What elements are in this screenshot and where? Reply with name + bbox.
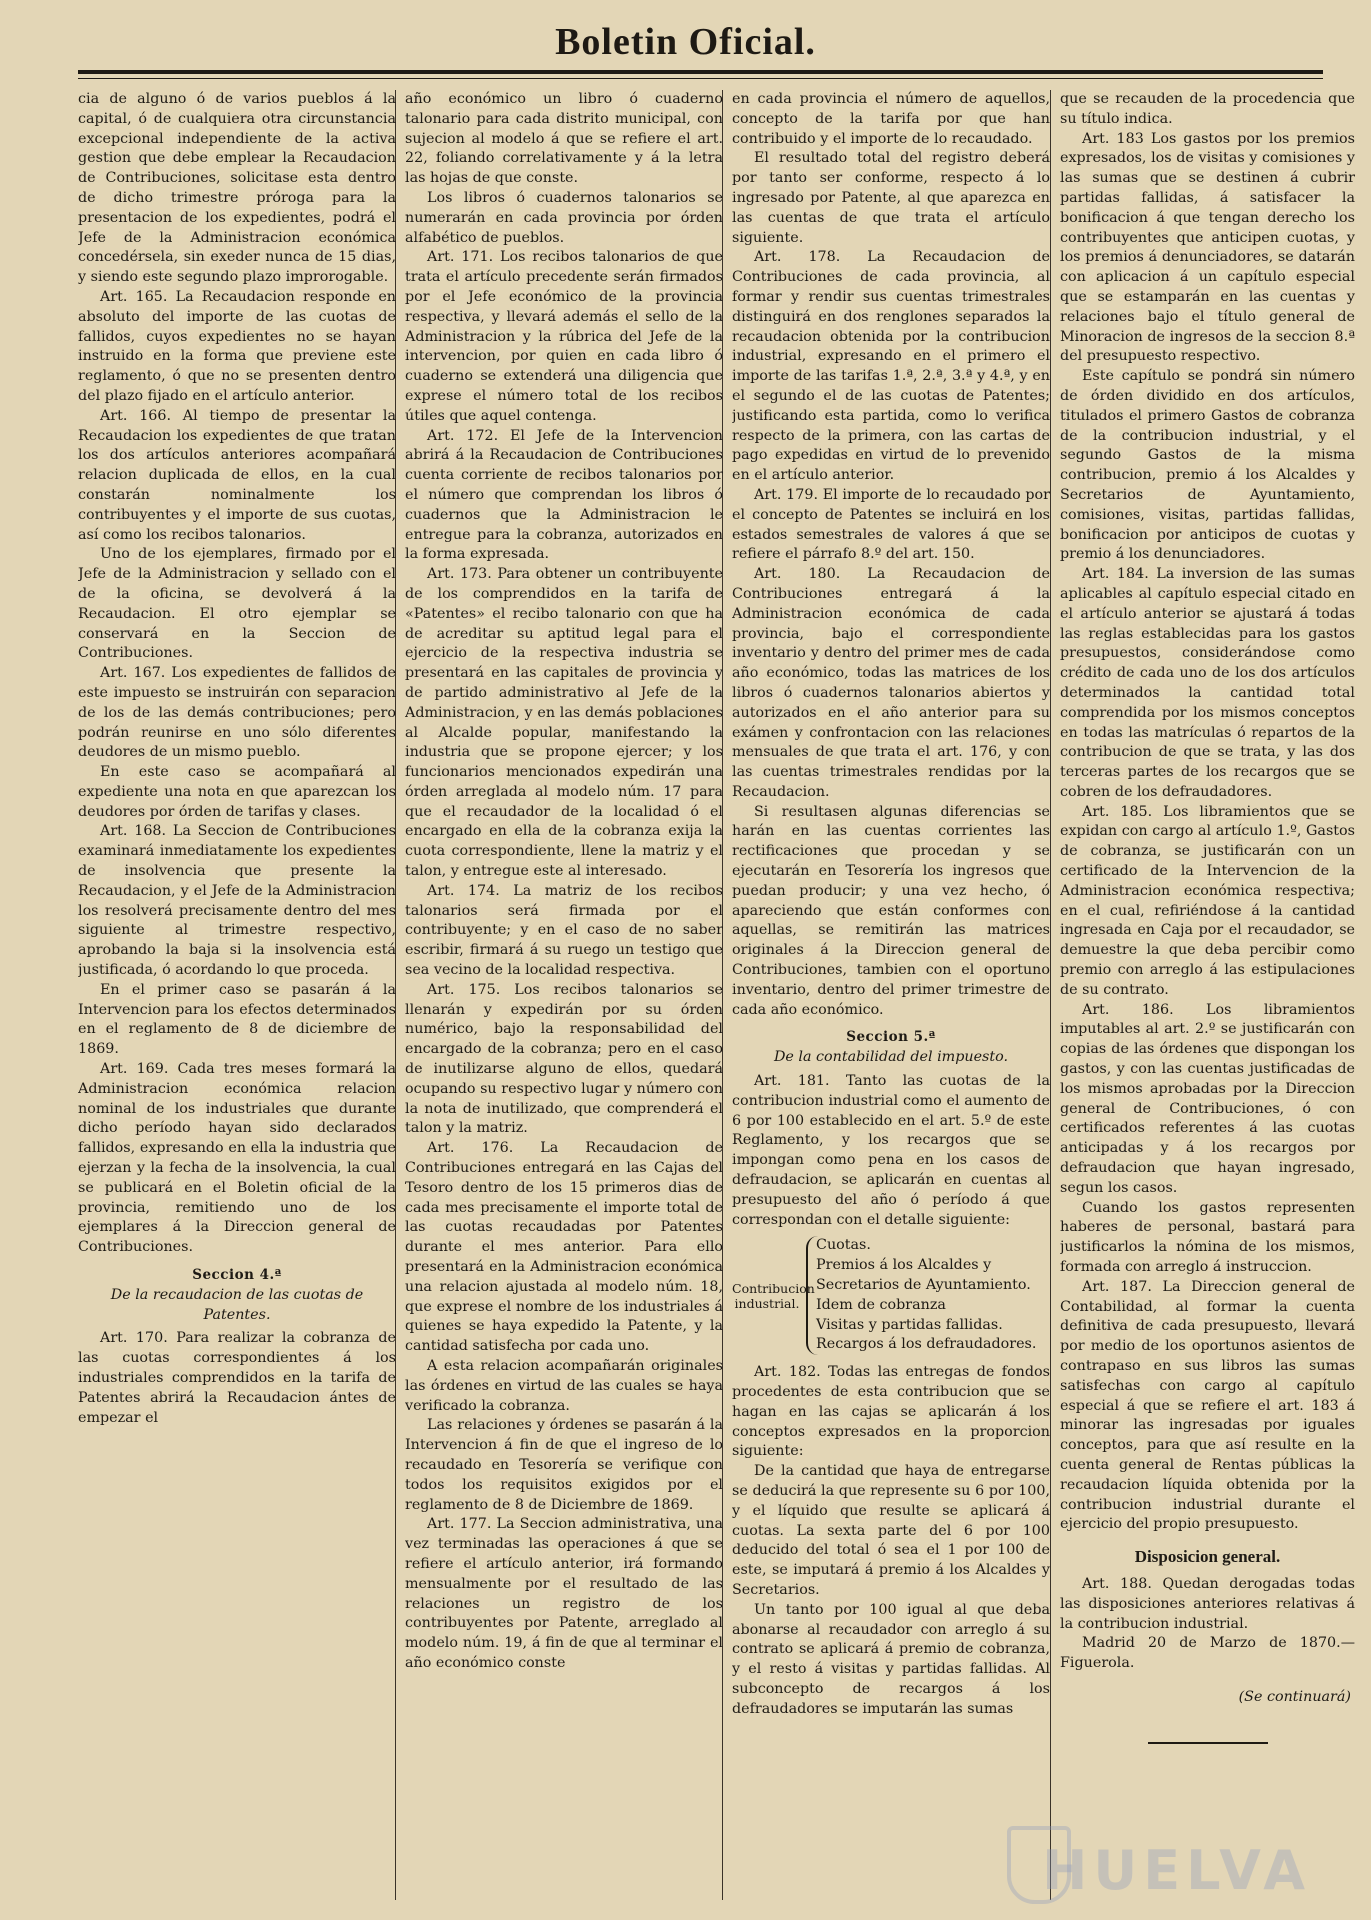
paragraph: Art. 175. Los recibos talonarios se llenarán y expedirán por su órden numérico, bajo la responsabilidad del encargado de la cobranza; pero en el caso de inutilizarse alguno de ellos, quedará ocupando su respectivo lugar y número con la nota de inutilizado, que comprenderá el talon y la matriz. — [405, 981, 723, 1137]
paragraph: Uno de los ejemplares, firmado por el Jefe de la Administracion y sellado con el de la oficina, se devolverá á la Recaudacion. El otro ejemplar se conservará en la Seccion de Contribuciones. — [78, 546, 396, 662]
paragraph: Art. 183 Los gastos por los premios expresados, los de visitas y comisiones y las sumas que se destinen á cubrir partidas fallidas, á satisfacer la bonificacion á que tengan derecho los contribuyentes que anticipen cuotas, y los premios á denunciadores, se datarán con aplicacion á un capítulo especial que se estamparán en las cuentas y relaciones bajo el título general de Minoracion de ingresos de la seccion 8.ª del presupuesto respectivo. — [1060, 130, 1355, 365]
brace-items — [806, 1236, 1050, 1355]
paragraph: Art. 177. La Seccion administrativa, una vez terminadas las operaciones á que se refiere el artículo anterior, irá formando mensualmente por el resultado de las relaciones un registro de los contribuyentes por Patente, arreglado al modelo núm. 19, á fin de que al terminar el año económico conste — [405, 1516, 723, 1671]
section-4-title: De la recaudacion de las cuotas de Patentes. — [110, 1286, 364, 1323]
paragraph: cia de alguno ó de varios pueblos á la capital, ó de cualquiera otra circunstancia excepcional independiente de la activa gestion que debe emplear la Recaudacion de Contribuciones, solicitase esta dentro de dicho trimestre próroga para la presentacion de los expedientes, podrá el Jefe de la Administracion económica concedérsela, sin exeder nunca de 15 dias, y siendo este segundo plazo improrogable. — [78, 91, 396, 286]
brace-label: Contribucion industrial. — [732, 1280, 815, 1311]
brace-item: Idem de cobranza — [816, 1296, 946, 1313]
section-4-label: Seccion 4.ª — [192, 1267, 282, 1284]
paragraph: Art. 187. La Direccion general de Contabilidad, al formar la cuenta definitiva de cada presupuesto, llevará por medio de los oportunos asientos de contrapaso en sus libros las sumas satisfechas con cargo al capítulo especial á que se refiere el art. 183 á minorar las ingresadas por iguales conceptos, para que así resulte en la cuenta general de Rentas públicas la recaudacion líquida obtenida por la contribucion industrial durante el ejercicio del propio presupuesto. — [1060, 1278, 1355, 1533]
brace-item: Cuotas. — [816, 1237, 871, 1254]
continuation-note: (Se continuará) — [1238, 1688, 1351, 1705]
paragraph: Art. 182. Todas las entregas de fondos procedentes de esta contribucion que se hagan en las cajas se aplicarán á los conceptos expresados en la proporcion siguiente: — [732, 1364, 1050, 1460]
paragraph: A esta relacion acompañarán originales las órdenes en virtud de las cuales se haya verificado la cobranza. — [405, 1358, 723, 1414]
paragraph: Art. 179. El importe de lo recaudado por el concepto de Patentes se incluirá en los estados semestrales de valores á que se refiere el párrafo 8.º del art. 150. — [732, 486, 1050, 563]
brace-list — [732, 1236, 1050, 1355]
header-rule-thin — [78, 78, 1323, 79]
paragraph: En el primer caso se pasarán á la Intervencion para los efectos determinados en el reglamento de 8 de diciembre de 1869. — [78, 981, 396, 1058]
brace-item: Premios á los Alcaldes y Secretarios de Ayuntamiento. — [816, 1257, 1031, 1294]
paragraph: que se recauden de la procedencia que su título indica. — [1060, 91, 1355, 127]
paragraph: Madrid 20 de Marzo de 1870.— Figuerola. — [1060, 1635, 1355, 1672]
paragraph: Art. 180. La Recaudacion de Contribuciones entregará á la Administracion económica de cada provincia, bajo el correspondiente inventario y dentro del primer mes de cada año económico, todas las matrices de los libros ó cuadernos talonarios abiertos y autorizados en el año anterior para su exámen y confrontacion con las relaciones mensuales de que trata el art. 176, y con las cuentas trimestrales rendidas por la Recaudacion. — [732, 566, 1050, 800]
paragraph: Art. 168. La Seccion de Contribuciones examinará inmediatamente los expedientes de insolvencia que presente la Recaudacion, y el Jefe de la Administracion los resolverá precisamente dentro del mes siguiente al trimestre respectivo, aprobando la baja si la insolvencia está justificada, ó acordando lo que proceda. — [78, 823, 396, 979]
paragraph: Los libros ó cuadernos talonarios se numerarán en cada provincia por órden alfabético de pueblos. — [405, 189, 723, 246]
paragraph: Un tanto por 100 igual al que deba abonarse al recaudador con arreglo á su contrato se aplicará á premio de cobranza, y el resto á visitas y partidas fallidas. Al subconcepto de recargos á los defraudadores se imputarán las sumas — [732, 1601, 1050, 1717]
paragraph: Art. 171. Los recibos talonarios de que trata el artículo precedente serán firmados por el Jefe económico de la provincia respectiva, y llevará además el sello de la Administracion y la rúbrica del Jefe de la intervencion, por quien en cada libro ó cuaderno se extenderá una diligencia que exprese el número total de los recibos útiles que aquel contenga. — [405, 249, 723, 424]
paragraph: Este capítulo se pondrá sin número de órden dividido en dos artículos, titulados el primero Gastos de cobranza de la contribucion industrial, y el segundo Gastos de la misma contribucion, premio á los Alcaldes y Secretarios de Ayuntamiento, comisiones, visitas, partidas fallidas, bonificacion por anticipos de cuotas y premio á los denunciadores. — [1060, 368, 1355, 563]
column-4 — [1060, 90, 1355, 1905]
archive-watermark: HUELVA — [1042, 1839, 1311, 1902]
disposicion-title: Disposicion general. — [1134, 1547, 1281, 1567]
paragraph: Las relaciones y órdenes se pasarán á la Intervencion á fin de que el ingreso de lo recaudado en Tesorería se verifique con todos los requisitos exigidos por el reglamento de 8 de Diciembre de 1869. — [405, 1417, 723, 1513]
paragraph: Si resultasen algunas diferencias se harán en las cuentas corrientes las rectificaciones que procedan y se ejecutarán en Tesorería los ingresos que puedan producir; y una vez hecho, ó apareciendo que están conformes con aquellas, se remitirán las matrices originales á la Direccion general de Contribuciones, tambien con el oportuno inventario, dentro del primer trimestre de cada año económico. — [732, 803, 1050, 1018]
paragraph: Art. 174. La matriz de los recibos talonarios será firmada por el contribuyente; y en el caso de no saber escribir, firmará á su ruego un testigo que sea vecino de la localidad respectiva. — [405, 882, 723, 979]
paragraph: El resultado total del registro deberá por tanto ser conforme, respecto á lo ingresado por Patente, al que aparezca en las cuentas de que trata el artículo siguiente. — [732, 150, 1050, 246]
brace-item: Visitas y partidas fallidas. — [816, 1316, 1003, 1333]
paragraph: Art. 185. Los libramientos que se expidan con cargo al artículo 1.º, Gastos de cobranza, se justificarán con un certificado de la Intervencion de la Administracion económica respectiva; en el cual, refiriéndose á la cantidad ingresada en Caja por el recaudador, se demuestre la que deba percibir como premio con arreglo á las estipulaciones de su contrato. — [1060, 803, 1355, 998]
paragraph: Art. 184. La inversion de las sumas aplicables al capítulo especial citado en el artículo anterior se ajustará á todas las reglas establecidas para los gastos presupuestos, considerándose como crédito de cada uno de los dos artículos determinados la cantidad total comprendida por los mismos conceptos en todas las matrículas ó repartos de la contribucion de que se trata, y las dos terceras partes de los recargos que se cobren de los defraudadores. — [1060, 566, 1355, 800]
paragraph: Art. 165. La Recaudacion responde en absoluto del importe de las cuotas de fallidos, cuyos expedientes no se hayan instruido en la forma que previene este reglamento, ó que no se presenten dentro del plazo fijado en el artículo anterior. — [78, 288, 396, 404]
paragraph: Cuando los gastos representen haberes de personal, bastará para justificarlos la nómina de los mismos, formada con arreglo á instruccion. — [1060, 1199, 1355, 1276]
section-5-title: De la contabilidad del impuesto. — [773, 1049, 1009, 1066]
paragraph: Art. 170. Para realizar la cobranza de las cuotas correspondientes á los industriales comprendidos en la tarifa de Patentes abrirá la Recaudacion ántes de empezar el — [78, 1330, 396, 1426]
paragraph: De la cantidad que haya de entregarse se deducirá la que represente su 6 por 100, y el líquido que resulte se aplicará á cuotas. La sexta parte del 6 por 100 deducido del total ó sea el 1 por 100 de este, se imputará á premio á los Alcaldes y Secretarios. — [732, 1463, 1050, 1598]
paragraph: Art. 188. Quedan derogadas todas las disposiciones anteriores relativas á la contribucion industrial. — [1060, 1575, 1355, 1632]
paragraph: Art. 167. Los expedientes de fallidos de este impuesto se instruirán con separacion de los de las demás contribuciones; pero podrán reunirse en uno sólo diferentes deudores de un mismo pueblo. — [78, 665, 396, 761]
paragraph: Art. 181. Tanto las cuotas de la contribucion industrial como el aumento de 6 por 100 establecido en el art. 5.º de este Reglamento, y los recargos que se impongan como pena en los casos de defraudacion, se aplicarán en cuentas al presupuesto del año ó período á que correspondan con el detalle siguiente: — [732, 1073, 1050, 1228]
section-5-label: Seccion 5.ª — [846, 1029, 936, 1046]
paragraph: Art. 186. Los libramientos imputables al art. 2.º se justificarán con copias de las órdenes que dispongan los gastos, y con las cuentas justificadas de los mismos aprobadas por la Direccion general de Contribuciones, ó con certificados referentes á las cuotas anticipadas y á los recargos por defraudacion que hayan ingresado, segun los casos. — [1060, 1001, 1355, 1196]
column-divider — [1050, 90, 1051, 1900]
page-title: Boletin Oficial. — [555, 21, 816, 63]
paragraph: Art. 178. La Recaudacion de Contribuciones de cada provincia, al formar y rendir sus cuentas trimestrales distinguirá en dos renglones separados la recaudacion obtenida por la contribucion industrial, expresando en el primero el importe de las tarifas 1.ª, 2.ª, 3.ª y 4.ª, y en el segundo el de las cuotas de Patentes; justificando esta partida, como lo verifica respecto de la primera, con las cartas de pago expedidas en virtud de lo prevenido en el artículo anterior. — [732, 249, 1050, 484]
column-2 — [405, 90, 723, 1905]
column-3 — [732, 90, 1050, 1905]
paragraph: Art. 166. Al tiempo de presentar la Recaudacion los expedientes de que tratan los dos artículos anteriores acompañará relacion duplicada de ellos, en la cual constarán nominalmente los contribuyentes y el importe de sus cuotas, así como los recibos talonarios. — [78, 407, 396, 543]
paragraph: Art. 172. El Jefe de la Intervencion abrirá á la Recaudacion de Contribuciones cuenta corriente de recibos talonarios por el número que comprendan los libros ó cuadernos que la Administracion le entregue para la cobranza, autorizados en la forma expresada. — [405, 427, 723, 563]
paragraph: Art. 176. La Recaudacion de Contribuciones entregará en las Cajas del Tesoro dentro de los 15 primeros dias de cada mes precisamente el importe total de las cuotas recaudadas por Patentes durante el mes anterior. Para ello presentará en la Administracion económica una relacion ajustada al modelo núm. 18, que exprese el nombre de los industriales á quienes se haya expedido la Patente, y la cantidad satisfecha por cada uno. — [405, 1140, 723, 1355]
end-rule — [1148, 1742, 1268, 1744]
brace-item: Recargos á los defraudadores. — [816, 1336, 1037, 1353]
header-rule — [78, 70, 1323, 74]
paragraph: en cada provincia el número de aquellos, concepto de la tarifa por que han contribuido y el importe de lo recaudado. — [732, 91, 1050, 147]
column-1 — [78, 90, 396, 1905]
paragraph: Art. 169. Cada tres meses formará la Administracion económica relacion nominal de los industriales que durante dicho período hayan sido declarados fallidos, expresando en ella la industria que ejerzan y la fecha de la insolvencia, la cual se publicará en el Boletin oficial de la provincia, remitiendo uno de los ejemplares á la Direccion general de Contribuciones. — [78, 1061, 396, 1256]
paragraph: En este caso se acompañará al expediente una nota en que aparezcan los deudores por órden de tarifas y clases. — [78, 764, 396, 820]
paragraph: año económico un libro ó cuaderno talonario para cada distrito municipal, con sujecion al modelo á que se refiere el art. 22, foliando correlativamente y á la letra las hojas de que conste. — [405, 91, 723, 187]
paragraph: Art. 173. Para obtener un contribuyente de los comprendidos en la tarifa de «Patentes» el recibo talonario con que ha de acreditar su aptitud legal para el ejercicio de la respectiva industria se presentará en las capitales de provincia y de partido administrativo al Jefe de la Administracion, y en las demás poblaciones al Alcalde popular, manifestando la industria que se propone ejercer; y los funcionarios mencionados expedirán una órden arreglada al modelo núm. 17 para que el recaudador de la localidad ó el encargado en ella de la cobranza exija la cuota correspondiente, llene la matriz y el talon, y entregue este al interesado. — [405, 566, 723, 880]
